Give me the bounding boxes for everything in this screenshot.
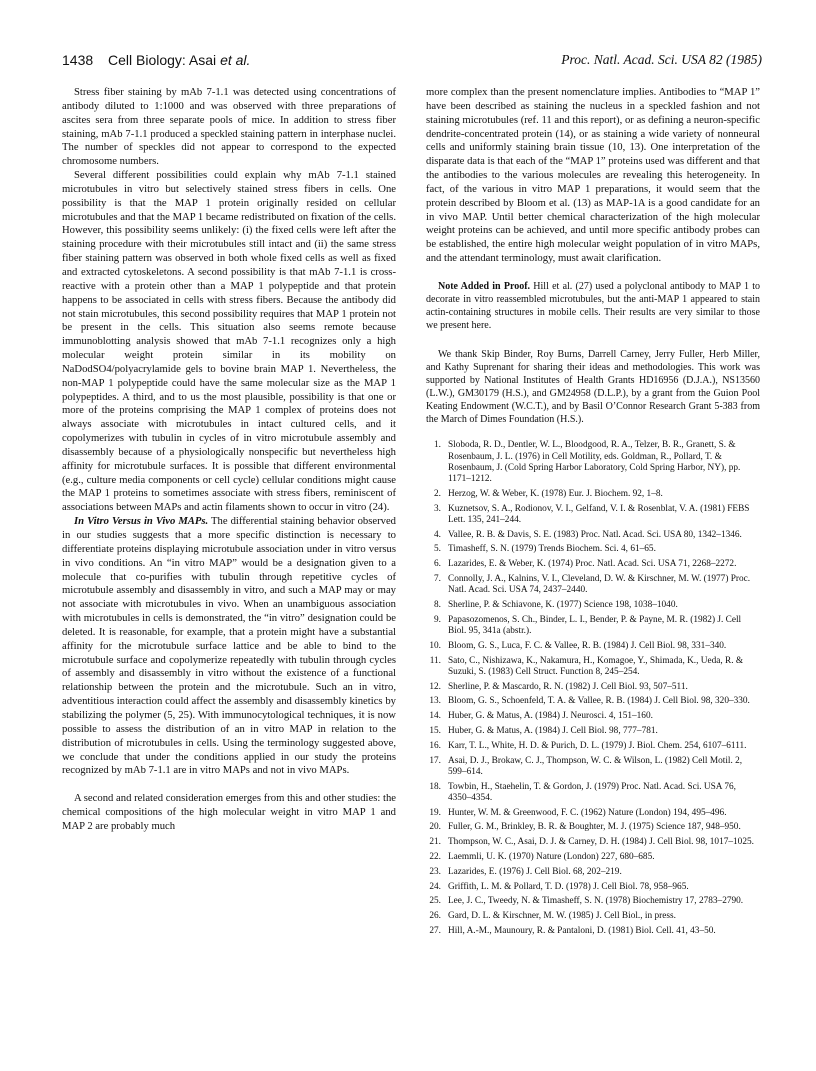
reference-number: 27. — [429, 925, 441, 936]
reference-number: 1. — [434, 440, 441, 451]
reference-text: Hunter, W. M. & Greenwood, F. C. (1962) Nature (London) 194, 495–496. — [448, 807, 727, 818]
page-number: 1438 — [62, 52, 94, 68]
reference-item — [426, 896, 760, 907]
reference-text: Karr, T. L., White, H. D. & Purich, D. L. (1979) J. Biol. Chem. 254, 6107–6111. — [448, 740, 747, 751]
reference-number: 3. — [434, 503, 441, 514]
reference-item — [426, 696, 760, 707]
reference-item — [426, 741, 760, 752]
reference-item — [426, 726, 760, 737]
left-column — [62, 86, 396, 834]
reference-item — [426, 504, 760, 526]
reference-text: Timasheff, S. N. (1979) Trends Biochem. Sci. 4, 61–65. — [448, 544, 656, 555]
paragraph: A second and related consideration emerges from this and other studies: the chemical compositions of the high molecular weight in vitro MAP 1 and MAP 2 are probably much — [62, 793, 396, 832]
paragraph — [62, 515, 396, 778]
reference-item — [426, 711, 760, 722]
reference-text: Kuznetsov, S. A., Rodionov, V. I., Gelfand, V. I. & Rosenblat, V. A. (1981) FEBS Lett. 135, 241–244. — [448, 503, 750, 525]
paragraph-text: The differential staining behavior observed in our studies suggests that a more specific distinction is necessary to differentiate proteins displaying microtubule association under in vitro versus in vivo conditions. An “in vitro MAP” would be a designation given to a molecule that co-purifies with tubulin through repetitive cycles of microtubule assembly and disassembly in vitro, and such a MAP may or may not associate with microtubules in vivo. When an unambiguous association with microtubules in cells is demonstrated, the “in vitro” designation could be deleted. It is reasonable, for example, that a protein might have a substantial affinity for the microtubule surface lattice and be able to bind to the microtubule surface and copolymerize repeatedly with tubulin through cycles of assembly and disassembly in vitro without the existence of a functional relationship between the protein and the microtubule. Such an in vitro, adventitious interaction could affect the assembly and disassembly kinetics by stabilizing the polymer (5, 25). With immunocytological techniques, it is now possible to assess the distribution of an in vitro MAP in relation to the distribution of microtubules in cells. Using the terminology suggested above, we conclude that under the conditions applied in our study the proteins recognized by mAb 7-1.1 are in vitro MAPs and not in vivo MAPs. — [62, 516, 396, 777]
reference-text: Griffith, L. M. & Pollard, T. D. (1978) J. Cell Biol. 78, 958–965. — [448, 881, 689, 892]
reference-number: 13. — [429, 696, 441, 707]
reference-number: 16. — [429, 740, 441, 751]
reference-number: 26. — [429, 911, 441, 922]
reference-text: Laemmli, U. K. (1970) Nature (London) 227, 680–685. — [448, 851, 655, 862]
section-label: Cell Biology: Asai — [108, 52, 221, 68]
reference-item — [426, 852, 760, 863]
reference-number: 24. — [429, 881, 441, 892]
acknowledgment: We thank Skip Binder, Roy Burns, Darrell Carney, Jerry Fuller, Herb Miller, and Kathy Suprenant for sharing their ideas and methodologies. This work was supported by National Institutes of Health Grants HD16956 (D.J.A.), NS13560 (L.W.), GM30179 (H.S.), and GM24958 (D.L.P.), by a grant from the Guion Pool Keating Endowment (W.C.T.), and by Basil O’Connor Research Grant 5-383 from the March of Dimes Foundation (H.S.). — [426, 348, 760, 425]
reference-number: 9. — [434, 614, 441, 625]
reference-number: 23. — [429, 866, 441, 877]
reference-item — [426, 682, 760, 693]
reference-item — [426, 574, 760, 596]
reference-text: Herzog, W. & Weber, K. (1978) Eur. J. Biochem. 92, 1–8. — [448, 488, 663, 499]
reference-item — [426, 782, 760, 804]
reference-text: Huber, G. & Matus, A. (1984) J. Neurosci. 4, 151–160. — [448, 711, 653, 722]
reference-number: 17. — [429, 755, 441, 766]
reference-number: 7. — [434, 574, 441, 584]
reference-number: 19. — [429, 807, 441, 818]
reference-text: Papasozomenos, S. Ch., Binder, L. I., Bender, P. & Payne, M. R. (1982) J. Cell Biol. 95, 341a (abstr.). — [448, 614, 742, 636]
reference-item — [426, 641, 760, 652]
reference-number: 2. — [434, 488, 441, 499]
reference-text: Gard, D. L. & Kirschner, M. W. (1985) J. Cell Biol., in press. — [448, 911, 676, 922]
reference-number: 22. — [429, 851, 441, 862]
reference-text: Lee, J. C., Tweedy, N. & Timasheff, S. N. (1978) Biochemistry 17, 2783–2790. — [448, 896, 744, 907]
reference-number: 21. — [429, 837, 441, 848]
reference-item — [426, 926, 760, 937]
running-header — [62, 52, 762, 74]
reference-number: 8. — [434, 600, 441, 610]
reference-text: Connolly, J. A., Kalnins, V. I., Cleveland, D. W. & Kirschner, M. W. (1977) Proc. Natl. Acad. Sci. USA 74, 2437–2440. — [448, 574, 751, 596]
reference-text: Sloboda, R. D., Dentler, W. L., Bloodgood, R. A., Telzer, B. R., Granett, S. & Rosenbaum, J. L. (1976) in Cell Motility, eds. Goldman, R., Pollard, T. & Rosenbaum, J. (Cold Spring Harbor Laboratory, Cold Spring Harbor, NY), pp. 1171–1212. — [448, 440, 741, 485]
reference-text: Bloom, G. S., Schoenfeld, T. A. & Vallee, R. B. (1984) J. Cell Biol. 98, 320–330. — [448, 696, 750, 707]
reference-number: 25. — [429, 896, 441, 907]
reference-list — [426, 440, 760, 937]
reference-item — [426, 822, 760, 833]
reference-item — [426, 867, 760, 878]
reference-text: Bloom, G. S., Luca, F. C. & Vallee, R. B. (1984) J. Cell Biol. 98, 331–340. — [448, 640, 727, 651]
reference-item — [426, 756, 760, 778]
reference-number: 5. — [434, 544, 441, 555]
reference-item — [426, 559, 760, 570]
reference-text: Thompson, W. C., Asai, D. J. & Carney, D. H. (1984) J. Cell Biol. 98, 1017–1025. — [448, 837, 754, 848]
paragraph: more complex than the present nomenclature implies. Antibodies to “MAP 1” have been described as staining the nucleus in a speckled fashion and not staining microtubules (ref. 11 and this report), or as defining a neuron-specific dendrite-concentrated protein (14), or as staining a wide variety of nonneural cells and uniformly staining brain tissue (10, 13). One interpretation of the disparate data is that each of the “MAP 1” proteins used was different and that the antibodies to the various molecules are revealing this heterogeneity. In fact, of the various in vitro MAP 1 preparations, it would seem that the protein described by Bloom et al. (13) as MAP-1A is a good candidate for an in vivo MAP. Until better chemical characterization of the high molecular weight proteins can be achieved, and until more specific antibody probes can be established, the entire high molecular weight population of in vitro MAPs, and the attendant terminology, must await clarification. — [426, 87, 760, 265]
note-added-in-proof — [426, 280, 760, 332]
reference-item — [426, 530, 760, 541]
reference-text: Huber, G. & Matus, A. (1984) J. Cell Biol. 98, 777–781. — [448, 725, 658, 736]
reference-text: Sherline, P. & Schiavone, K. (1977) Science 198, 1038–1040. — [448, 600, 678, 610]
right-column — [426, 86, 760, 941]
reference-item — [426, 600, 760, 611]
reference-number: 18. — [429, 781, 441, 792]
section-etal: et al. — [220, 52, 251, 68]
section-heading: In Vitro Versus in Vivo MAPs. — [74, 516, 209, 528]
section-title — [108, 52, 250, 68]
reference-text: Lazarides, E. & Weber, K. (1974) Proc. Natl. Acad. Sci. USA 71, 2268–2272. — [448, 559, 737, 570]
reference-text: Sato, C., Nishizawa, K., Nakamura, H., Komagoe, Y., Shimada, K., Ueda, R. & Suzuki, S. (1983) Cell Struct. Function 8, 245–254. — [448, 655, 744, 677]
reference-item — [426, 615, 760, 637]
reference-number: 6. — [434, 559, 441, 570]
reference-text: Fuller, G. M., Brinkley, B. R. & Boughter, M. J. (1975) Science 187, 948–950. — [448, 822, 741, 833]
journal-citation: Proc. Natl. Acad. Sci. USA 82 (1985) — [561, 52, 762, 67]
reference-item — [426, 837, 760, 848]
reference-number: 12. — [429, 681, 441, 692]
note-text: Hill et al. (27) used a polyclonal antibody to MAP 1 to decorate in vitro reassembled microtubules, but the anti-MAP 1 appeared to stain actin-containing structures in mobile cells. Their results are very similar to those we present here. — [426, 280, 760, 331]
reference-text: Lazarides, E. (1976) J. Cell Biol. 68, 202–219. — [448, 866, 622, 877]
reference-text: Vallee, R. B. & Davis, S. E. (1983) Proc. Natl. Acad. Sci. USA 80, 1342–1346. — [448, 529, 742, 540]
reference-item — [426, 489, 760, 500]
reference-item — [426, 440, 760, 485]
reference-number: 11. — [429, 655, 441, 666]
reference-item — [426, 911, 760, 922]
reference-item — [426, 544, 760, 555]
reference-text: Towbin, H., Staehelin, T. & Gordon, J. (1979) Proc. Natl. Acad. Sci. USA 76, 4350–4354. — [448, 781, 736, 803]
reference-text: Hill, A.-M., Maunoury, R. & Pantaloni, D. (1981) Biol. Cell. 41, 43–50. — [448, 925, 716, 936]
paragraph: Stress fiber staining by mAb 7-1.1 was detected using concentrations of antibody diluted to 1:1000 and was observed with three preparations of ascites sera from three separate pools of mice. In addition to stress fiber staining, mAb 7-1.1 produced a speckled staining pattern in interphase nuclei. The number of speckles did not appear to correspond to the expected chromosome numbers. — [62, 87, 396, 168]
reference-item — [426, 808, 760, 819]
reference-number: 14. — [429, 711, 441, 722]
note-heading: Note Added in Proof. — [438, 280, 531, 292]
reference-number: 10. — [429, 640, 441, 651]
reference-item — [426, 656, 760, 678]
reference-number: 4. — [434, 529, 441, 540]
reference-text: Sherline, P. & Mascardo, R. N. (1982) J. Cell Biol. 93, 507–511. — [448, 681, 688, 692]
paragraph: Several different possibilities could explain why mAb 7-1.1 stained microtubules in vitro but selectively stained stress fibers in cells. One possibility is that the MAP 1 protein originally resided on cellular microtubules and that the MAP 1 became redistributed on fixation of the cells. However, this possibility seems unlikely: (i) the fixed cells were left after the staining procedure with their microtubules still intact and (ii) the same stress fiber staining pattern was observed in both whole fixed cells as well as fixed and extracted cytoskeletons. A second possibility is that mAb 7-1.1 is cross-reactive with a protein other than a MAP 1 polypeptide and that protein happens to be associated in cells with stress fibers. Because the antibody did not stain microtubules, this second possibility requires that MAP 1 protein not be present in the cells. This situation also seems remote because immunoblotting analysis showed that mAb 7-1.1 recognizes only a high molecular weight protein similar in its mobility on NaDodSO4/polyacrylamide gels to bovine brain MAP 1. Nevertheless, the non-MAP 1 polypeptide could have the same molecular size as the MAP 1 polypeptides. A third, and to us the most plausible, possibility is that one or more of the proteins comprising the MAP 1 complex of proteins does not always associate with microtubules in intact cultured cells, and it copolymerizes with tubulin in cycles of in vitro microtubule assembly and disassembly because of a physiologically nonspecific but nevertheless high affinity for microtubule surfaces. It is possible that different environmental (e.g., culture media components or cell cycle) cellular conditions might cause the MAP 1 proteins to sometimes associate with stress fibers, reminiscent of associations between MAPs and actin filaments shown to occur in vitro (24). — [62, 170, 396, 514]
reference-text: Asai, D. J., Brokaw, C. J., Thompson, W. C. & Wilson, L. (1982) Cell Motil. 2, 599–614. — [448, 755, 743, 777]
reference-number: 20. — [429, 822, 441, 833]
reference-number: 15. — [429, 725, 441, 736]
reference-item — [426, 882, 760, 893]
